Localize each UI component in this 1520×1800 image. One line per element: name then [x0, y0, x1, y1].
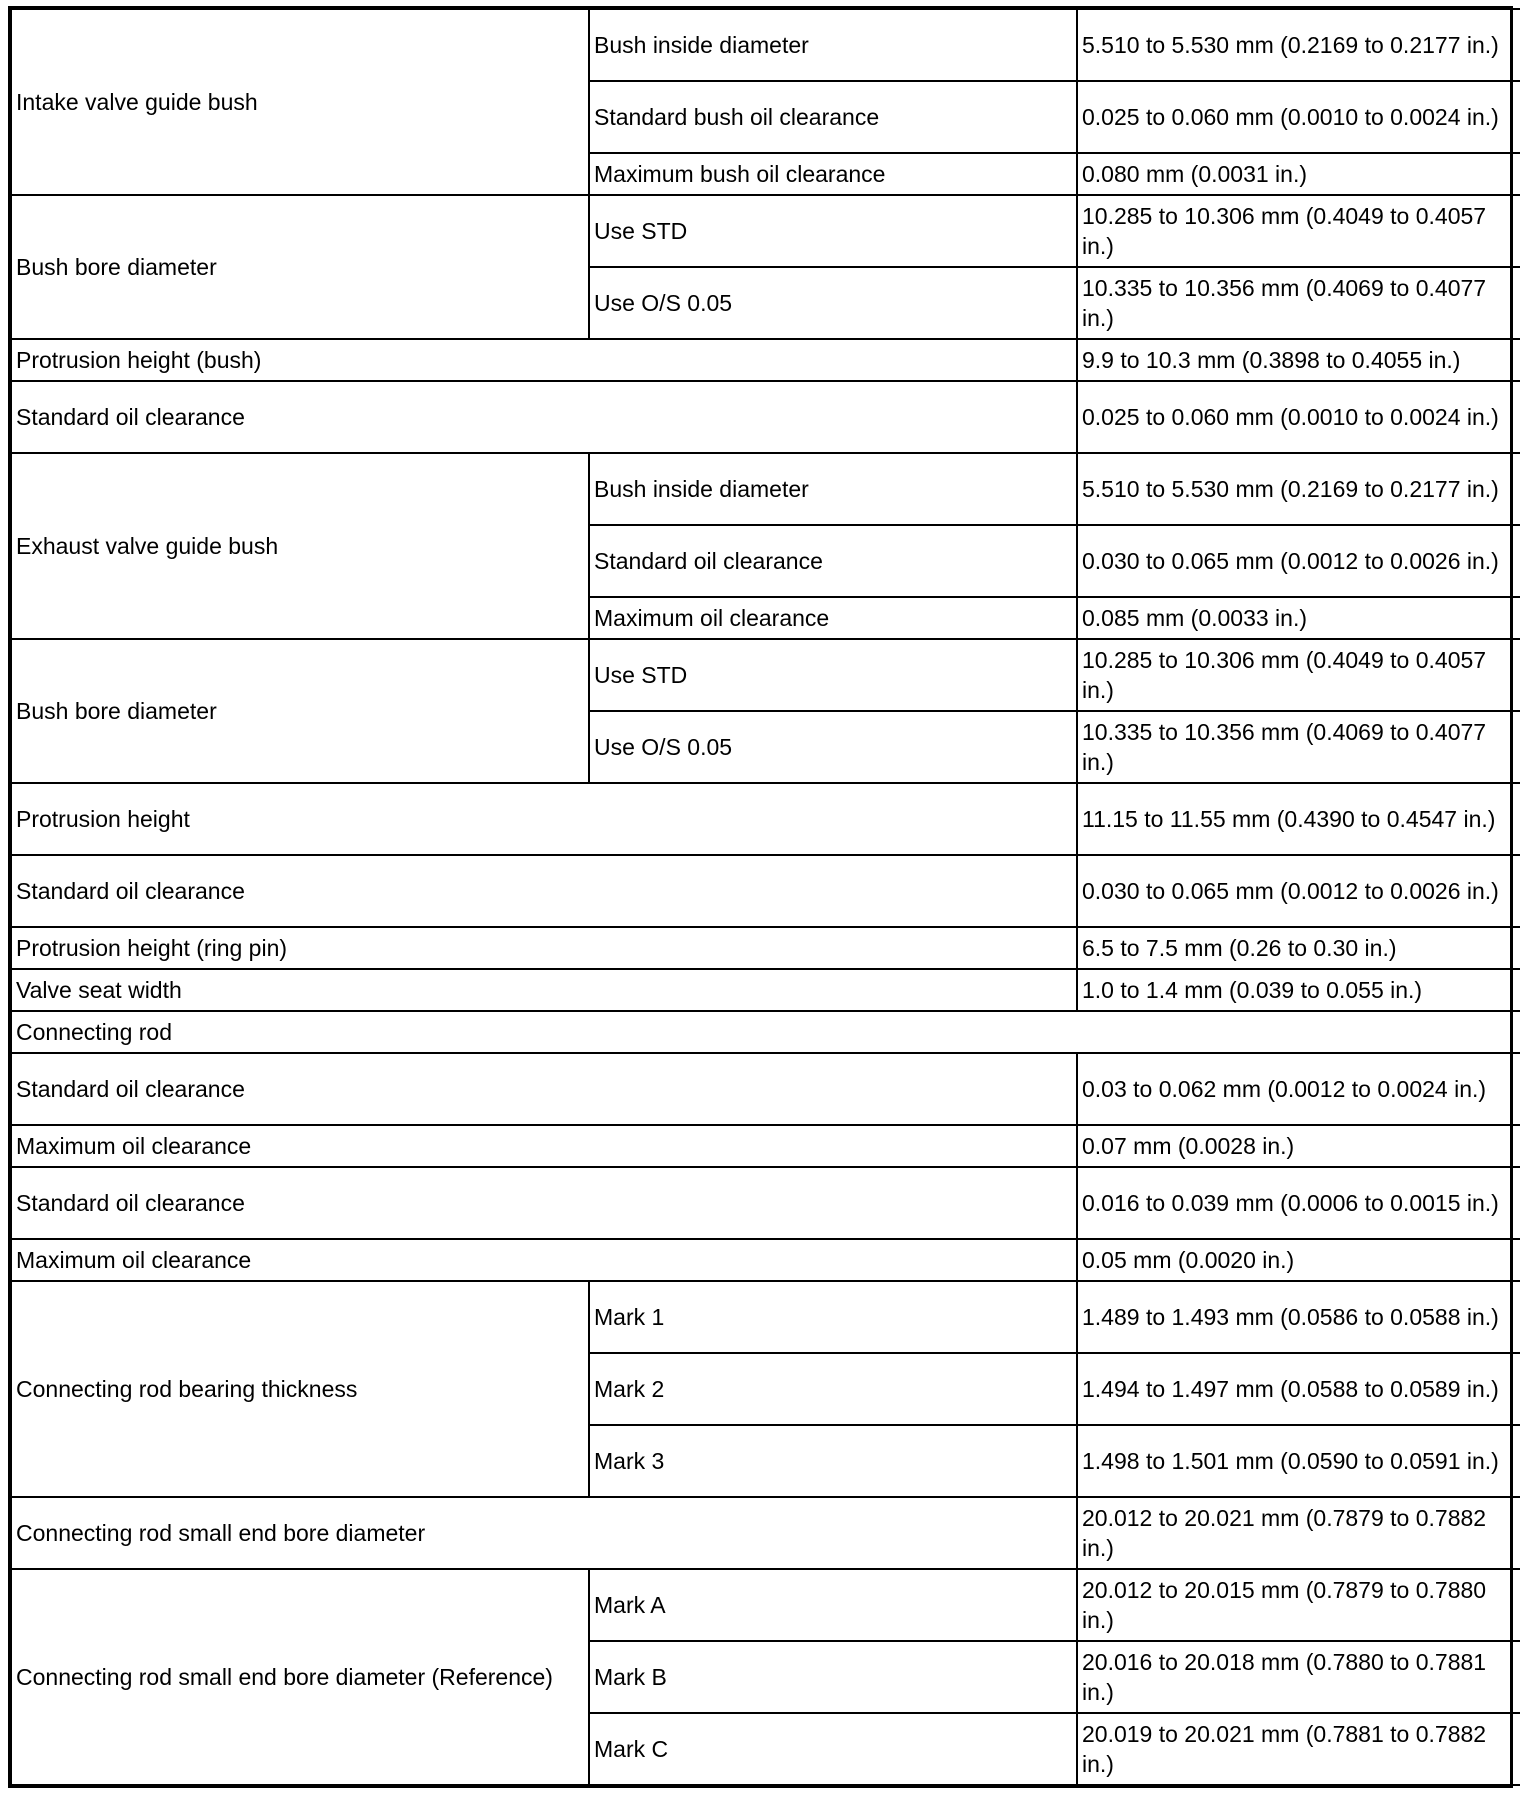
row-label: Protrusion height (ring pin)	[11, 927, 1077, 969]
row-sublabel: Mark 2	[589, 1353, 1077, 1425]
row-value: 1.489 to 1.493 mm (0.0586 to 0.0588 in.)	[1077, 1281, 1520, 1353]
row-label: Connecting rod small end bore diameter (Reference)	[11, 1569, 589, 1785]
table-row	[11, 1053, 1520, 1125]
row-label: Bush bore diameter	[11, 195, 589, 339]
row-value: 10.285 to 10.306 mm (0.4049 to 0.4057 in.)	[1077, 639, 1520, 711]
row-label: Connecting rod small end bore diameter	[11, 1497, 1077, 1569]
spec-table	[10, 8, 1520, 1786]
table-row	[11, 1497, 1520, 1569]
row-value: 9.9 to 10.3 mm (0.3898 to 0.4055 in.)	[1077, 339, 1520, 381]
table-row	[11, 381, 1520, 453]
row-sublabel: Bush inside diameter	[589, 453, 1077, 525]
row-sublabel: Standard bush oil clearance	[589, 81, 1077, 153]
row-label: Protrusion height (bush)	[11, 339, 1077, 381]
table-row	[11, 927, 1520, 969]
row-sublabel: Mark 1	[589, 1281, 1077, 1353]
table-row	[11, 339, 1520, 381]
table-row	[11, 1125, 1520, 1167]
row-sublabel: Bush inside diameter	[589, 9, 1077, 81]
row-sublabel: Mark 3	[589, 1425, 1077, 1497]
row-label: Protrusion height	[11, 783, 1077, 855]
row-value: 20.012 to 20.021 mm (0.7879 to 0.7882 in.)	[1077, 1497, 1520, 1569]
row-sublabel: Use O/S 0.05	[589, 267, 1077, 339]
row-label: Bush bore diameter	[11, 639, 589, 783]
table-row	[11, 1281, 1520, 1353]
section-row	[11, 1011, 1520, 1053]
row-value: 1.0 to 1.4 mm (0.039 to 0.055 in.)	[1077, 969, 1520, 1011]
row-label: Standard oil clearance	[11, 1053, 1077, 1125]
row-sublabel: Mark B	[589, 1641, 1077, 1713]
row-sublabel: Standard oil clearance	[589, 525, 1077, 597]
row-value: 10.335 to 10.356 mm (0.4069 to 0.4077 in.)	[1077, 267, 1520, 339]
row-value: 0.025 to 0.060 mm (0.0010 to 0.0024 in.)	[1077, 81, 1520, 153]
row-value: 0.030 to 0.065 mm (0.0012 to 0.0026 in.)	[1077, 525, 1520, 597]
row-value: 1.498 to 1.501 mm (0.0590 to 0.0591 in.)	[1077, 1425, 1520, 1497]
row-value: 5.510 to 5.530 mm (0.2169 to 0.2177 in.)	[1077, 9, 1520, 81]
row-value: 0.016 to 0.039 mm (0.0006 to 0.0015 in.)	[1077, 1167, 1520, 1239]
row-value: 0.05 mm (0.0020 in.)	[1077, 1239, 1520, 1281]
row-label: Exhaust valve guide bush	[11, 453, 589, 639]
row-value: 6.5 to 7.5 mm (0.26 to 0.30 in.)	[1077, 927, 1520, 969]
row-value: 11.15 to 11.55 mm (0.4390 to 0.4547 in.)	[1077, 783, 1520, 855]
table-row	[11, 453, 1520, 525]
row-label: Maximum oil clearance	[11, 1125, 1077, 1167]
row-value: 0.03 to 0.062 mm (0.0012 to 0.0024 in.)	[1077, 1053, 1520, 1125]
table-row	[11, 1239, 1520, 1281]
table-row	[11, 9, 1520, 81]
row-value: 10.335 to 10.356 mm (0.4069 to 0.4077 in.)	[1077, 711, 1520, 783]
row-value: 20.016 to 20.018 mm (0.7880 to 0.7881 in.)	[1077, 1641, 1520, 1713]
row-sublabel: Use STD	[589, 195, 1077, 267]
row-value: 0.07 mm (0.0028 in.)	[1077, 1125, 1520, 1167]
section-heading: Connecting rod	[11, 1011, 1520, 1053]
row-value: 0.085 mm (0.0033 in.)	[1077, 597, 1520, 639]
row-value: 0.025 to 0.060 mm (0.0010 to 0.0024 in.)	[1077, 381, 1520, 453]
row-value: 20.019 to 20.021 mm (0.7881 to 0.7882 in.)	[1077, 1713, 1520, 1785]
row-sublabel: Maximum oil clearance	[589, 597, 1077, 639]
row-sublabel: Maximum bush oil clearance	[589, 153, 1077, 195]
row-label: Maximum oil clearance	[11, 1239, 1077, 1281]
row-label: Standard oil clearance	[11, 855, 1077, 927]
row-value: 1.494 to 1.497 mm (0.0588 to 0.0589 in.)	[1077, 1353, 1520, 1425]
row-sublabel: Use O/S 0.05	[589, 711, 1077, 783]
row-sublabel: Use STD	[589, 639, 1077, 711]
row-value: 10.285 to 10.306 mm (0.4049 to 0.4057 in.)	[1077, 195, 1520, 267]
row-label: Intake valve guide bush	[11, 9, 589, 195]
table-row	[11, 1569, 1520, 1641]
table-row	[11, 969, 1520, 1011]
spec-table-container	[8, 6, 1513, 1788]
row-sublabel: Mark A	[589, 1569, 1077, 1641]
table-row	[11, 855, 1520, 927]
row-value: 0.080 mm (0.0031 in.)	[1077, 153, 1520, 195]
table-row	[11, 1167, 1520, 1239]
row-label: Valve seat width	[11, 969, 1077, 1011]
row-label: Connecting rod bearing thickness	[11, 1281, 589, 1497]
row-value: 5.510 to 5.530 mm (0.2169 to 0.2177 in.)	[1077, 453, 1520, 525]
row-value: 20.012 to 20.015 mm (0.7879 to 0.7880 in.)	[1077, 1569, 1520, 1641]
row-value: 0.030 to 0.065 mm (0.0012 to 0.0026 in.)	[1077, 855, 1520, 927]
table-row	[11, 195, 1520, 267]
table-row	[11, 783, 1520, 855]
row-label: Standard oil clearance	[11, 1167, 1077, 1239]
row-label: Standard oil clearance	[11, 381, 1077, 453]
row-sublabel: Mark C	[589, 1713, 1077, 1785]
table-row	[11, 639, 1520, 711]
